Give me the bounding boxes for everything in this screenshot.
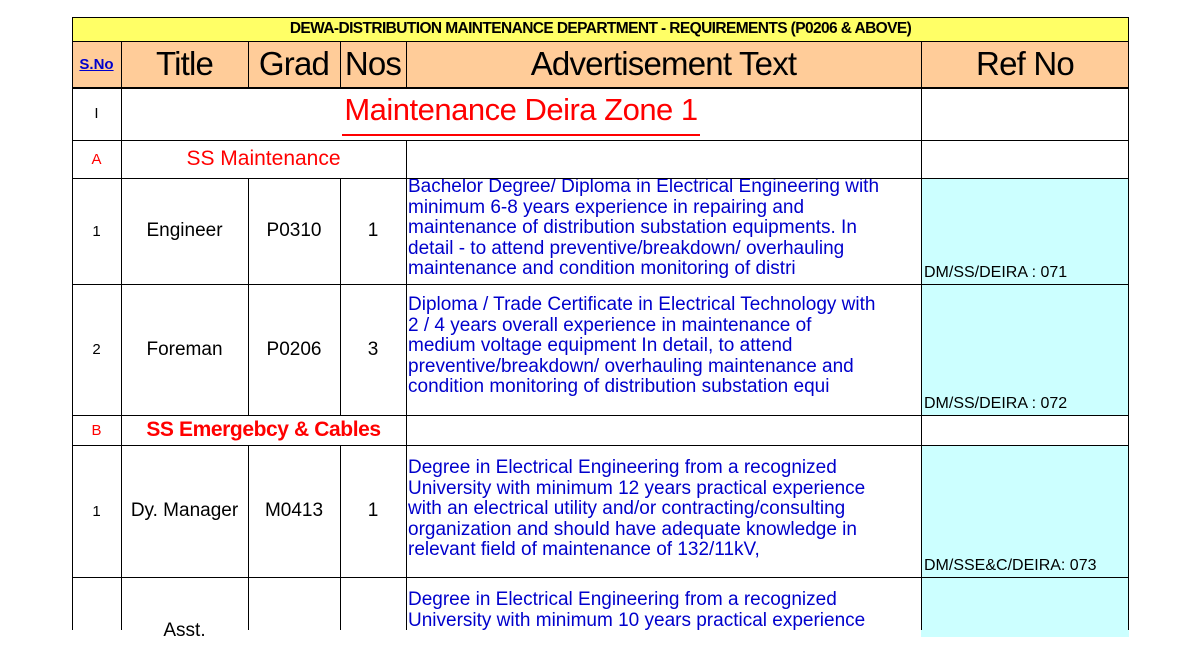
row-advertisement-text: Bachelor Degree/ Diploma in Electrical Engineering with minimum 6-8 years experience in repairing and maintenance of distribution substation equipments. In detail - to attend preventive/breakdown/ overhauling maintenance and condition monitoring of distri <box>408 176 880 279</box>
row-nos: 1 <box>367 500 379 521</box>
department-title: DEWA-DISTRIBUTION MAINTENANCE DEPARTMENT - REQUIREMENTS (P0206 & ABOVE) <box>72 17 1129 41</box>
grid-line <box>72 178 1129 179</box>
row-ref-cell <box>921 178 1129 284</box>
grid-line <box>72 140 1129 141</box>
grid-line <box>72 17 1129 18</box>
grid-line <box>340 445 341 630</box>
header-ref-no: Ref No <box>976 45 1074 82</box>
header-sno-cell[interactable] <box>72 41 121 87</box>
row-sno: 1 <box>92 222 101 240</box>
row-advertisement-text: Degree in Electrical Engineering from a recognized University with minimum 10 years practical experience <box>408 589 866 631</box>
grid-line <box>121 41 122 630</box>
grid-line <box>406 140 407 630</box>
row-grad: M0413 <box>264 500 324 521</box>
row-title: Foreman <box>146 338 223 360</box>
row-grad: P0206 <box>266 338 322 360</box>
grid-line <box>72 577 1129 578</box>
grid-line <box>1128 17 1129 630</box>
grid-line <box>921 41 922 630</box>
row-ref-no: DM/SS/DEIRA : 071 <box>924 264 1068 281</box>
row-ref-cell <box>921 445 1129 577</box>
row-title: Asst. <box>163 620 206 641</box>
grid-line <box>406 41 407 87</box>
ref-cell-bg <box>921 577 1129 637</box>
section-title: SS Maintenance <box>186 147 341 170</box>
header-sno-link[interactable]: S.No <box>79 55 114 73</box>
zone-title <box>121 87 921 140</box>
header-advertisement-text: Advertisement Text <box>530 45 797 82</box>
row-advertisement-text: Degree in Electrical Engineering from a recognized University with minimum 12 years practical experience with an electrical utility and/or contracting/consulting organization and should have adequate knowledge in relevant field of maintenance of 132/11kV, <box>408 457 866 560</box>
grid-line <box>248 41 249 87</box>
grid-line <box>72 284 1129 285</box>
grid-line <box>248 178 249 415</box>
grid-line <box>72 17 73 630</box>
row-nos: 3 <box>367 338 379 360</box>
row-nos: 1 <box>367 220 379 241</box>
grid-line <box>340 41 341 87</box>
row-title: Engineer <box>146 220 223 241</box>
header-grad: Grad <box>258 45 330 82</box>
zone-title-text: Maintenance Deira Zone 1 <box>342 92 699 136</box>
grid-line <box>72 41 1129 42</box>
row-title: Dy. Manager <box>130 500 239 521</box>
row-ref-no: DM/SSE&C/DEIRA: 073 <box>924 557 1097 574</box>
grid-line <box>248 445 249 630</box>
grid-line <box>72 415 1129 416</box>
header-nos: Nos <box>344 45 402 82</box>
grid-line <box>72 87 1129 89</box>
section-sno: B <box>91 421 102 439</box>
row-grad: P0310 <box>266 220 322 241</box>
row-advertisement-text: Diploma / Trade Certificate in Electrical Technology with 2 / 4 years overall experience in maintenance of medium voltage equipment In detail, to attend preventive/breakdown/ overhauling maintenance and condition monitoring of distribution substation equi <box>408 294 876 397</box>
grid-line <box>340 178 341 415</box>
grid-line <box>72 445 1129 446</box>
section-sno: A <box>91 150 102 168</box>
row-ref-cell <box>921 284 1129 415</box>
row-ref-no: DM/SS/DEIRA : 072 <box>924 395 1068 412</box>
row-sno: 1 <box>92 502 101 520</box>
requirements-sheet <box>72 17 1129 641</box>
zone-sno: I <box>94 105 99 122</box>
header-title: Title <box>155 45 214 82</box>
section-title: SS Emergebcy & Cables <box>146 418 381 441</box>
row-sno: 2 <box>92 341 101 358</box>
